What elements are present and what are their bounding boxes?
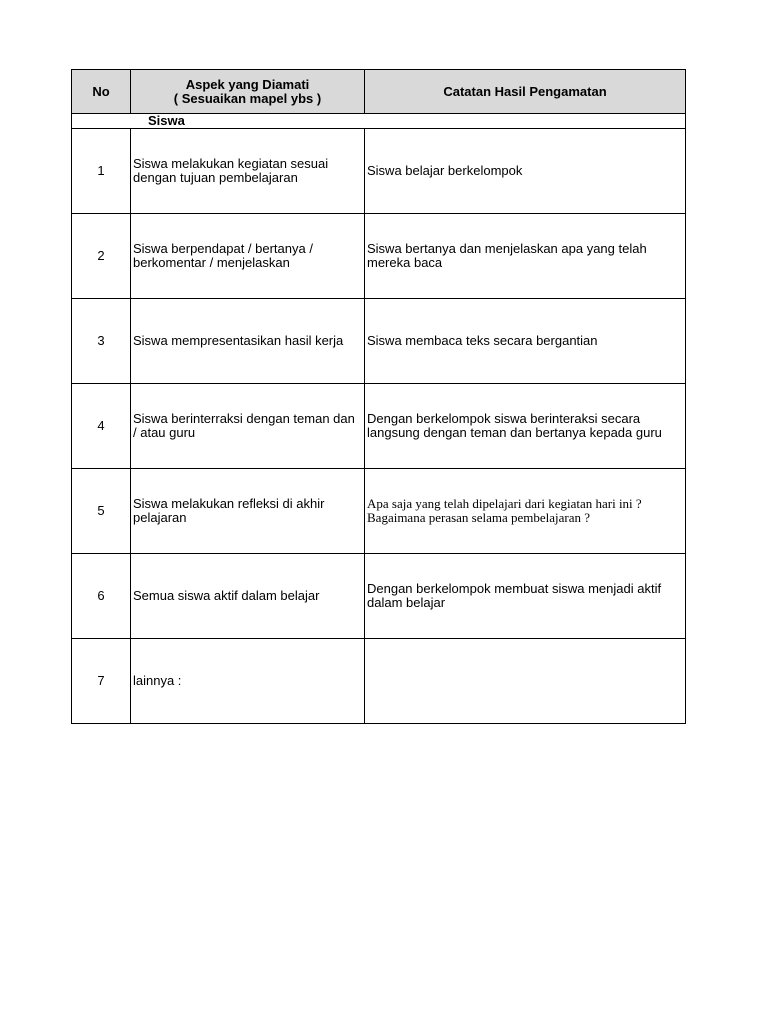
- row-catatan: Siswa bertanya dan menjelaskan apa yang telah mereka baca: [365, 214, 686, 299]
- row-aspek: Siswa melakukan kegiatan sesuai dengan tujuan pembelajaran: [131, 129, 365, 214]
- row-no: 2: [72, 214, 131, 299]
- header-catatan: Catatan Hasil Pengamatan: [365, 70, 686, 114]
- row-aspek: Siswa mempresentasikan hasil kerja: [131, 299, 365, 384]
- table-row: [72, 214, 686, 299]
- row-no: 4: [72, 384, 131, 469]
- table-row: [72, 469, 686, 554]
- row-no: 5: [72, 469, 131, 554]
- row-aspek: Siswa melakukan refleksi di akhir pelajaran: [131, 469, 365, 554]
- section-row: [72, 114, 686, 129]
- header-no: No: [72, 70, 131, 114]
- row-catatan: Dengan berkelompok siswa berinteraksi secara langsung dengan teman dan bertanya kepada guru: [365, 384, 686, 469]
- header-aspek-subtitle: ( Sesuaikan mapel ybs ): [173, 90, 322, 106]
- row-catatan: Apa saja yang telah dipelajari dari kegiatan hari ini ? Bagaimana perasan selama pembelajaran ?: [365, 469, 686, 554]
- row-no: 7: [72, 639, 131, 724]
- section-label: Siswa: [72, 114, 365, 129]
- table-row: [72, 384, 686, 469]
- table-row: [72, 299, 686, 384]
- observation-table: [71, 69, 686, 724]
- row-no: 3: [72, 299, 131, 384]
- section-fill: [365, 114, 686, 129]
- header-aspek: [131, 70, 365, 114]
- row-no: 1: [72, 129, 131, 214]
- row-no: 6: [72, 554, 131, 639]
- table-row: [72, 554, 686, 639]
- header-row: [72, 70, 686, 114]
- row-catatan: [365, 639, 686, 724]
- row-catatan: Siswa membaca teks secara bergantian: [365, 299, 686, 384]
- row-aspek: Siswa berinterraksi dengan teman dan / atau guru: [131, 384, 365, 469]
- row-aspek: Siswa berpendapat / bertanya / berkomentar / menjelaskan: [131, 214, 365, 299]
- header-aspek-title: Aspek yang Diamati: [185, 76, 310, 92]
- row-aspek: lainnya :: [131, 639, 365, 724]
- row-catatan: Siswa belajar berkelompok: [365, 129, 686, 214]
- table-row: [72, 639, 686, 724]
- row-catatan: Dengan berkelompok membuat siswa menjadi aktif dalam belajar: [365, 554, 686, 639]
- table-row: [72, 129, 686, 214]
- row-aspek: Semua siswa aktif dalam belajar: [131, 554, 365, 639]
